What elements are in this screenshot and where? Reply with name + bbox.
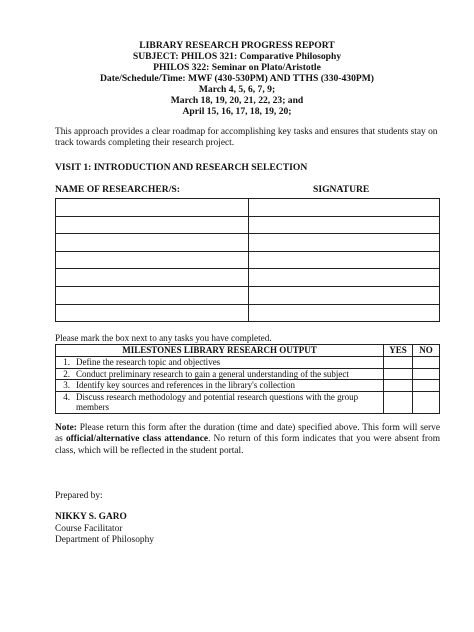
report-title: LIBRARY RESEARCH PROGRESS REPORT [139,40,335,51]
no-header: NO [413,345,440,357]
task-number: 2. [56,368,73,380]
task-text: Identify key sources and references in the library's collection [72,380,384,392]
no-checkbox[interactable] [413,357,440,369]
researcher-name-cell[interactable] [56,199,249,217]
task-number: 4. [56,391,73,413]
visit-heading: VISIT 1: INTRODUCTION AND RESEARCH SELECTION [55,162,308,173]
researcher-name-cell[interactable] [56,286,249,304]
dates-line-1: March 4, 5, 6, 7, 9; [198,84,276,95]
milestones-table [55,344,440,414]
prepared-by-label: Prepared by: [55,491,103,501]
subject-line-1: SUBJECT: PHILOS 321: Comparative Philosophy [132,51,342,62]
table-row [56,391,440,413]
intro-paragraph: This approach provides a clear roadmap for accomplishing key tasks and ensures that students stay on track towards completing their research project. [55,127,438,149]
yes-checkbox[interactable] [384,380,413,392]
schedule-line: Date/Schedule/Time: MWF (430-530PM) AND TTHS (330-430PM) [99,73,374,84]
yes-checkbox[interactable] [384,357,413,369]
department-name: Department of Philosophy [55,535,154,545]
researcher-name-cell[interactable] [56,269,249,287]
milestones-header: MILESTONES LIBRARY RESEARCH OUTPUT [56,345,384,357]
yes-checkbox[interactable] [384,391,413,413]
researcher-row [56,216,440,234]
note-label: Note: [55,423,77,433]
signature-cell[interactable] [249,234,440,252]
subject-line-2: PHILOS 322: Seminar on Plato/Aristotle [153,62,321,73]
signature-cell[interactable] [249,199,440,217]
table-row [56,368,440,380]
signature-label: SIGNATURE [313,184,370,195]
task-text: Conduct preliminary research to gain a general understanding of the subject [72,368,384,380]
yes-header: YES [384,345,413,357]
facilitator-name: NIKKY S. GARO [55,512,127,522]
dates-line-2: March 18, 19, 20, 21, 22, 23; and [170,95,304,106]
researcher-name-cell[interactable] [56,234,249,252]
mark-instruction: Please mark the box next to any tasks you have completed. [55,333,272,343]
researcher-row [56,269,440,287]
task-number: 3. [56,380,73,392]
note-paragraph [55,423,440,457]
signature-cell[interactable] [249,304,440,322]
no-checkbox[interactable] [413,391,440,413]
task-text: Discuss research methodology and potential research questions with the group members [72,391,384,413]
no-checkbox[interactable] [413,380,440,392]
facilitator-role: Course Facilitator [55,523,123,534]
yes-checkbox[interactable] [384,368,413,380]
note-emphasis: official/alternative class attendance [65,434,209,445]
table-row [56,357,440,369]
researcher-name-cell[interactable] [56,216,249,234]
table-row [56,380,440,392]
researcher-row [56,304,440,322]
note-text-2: . No return of this form indicates that you were absent from class, which will be reflected in the student portal. [55,434,441,456]
researcher-row [56,251,440,269]
researcher-row [56,286,440,304]
researcher-name-cell[interactable] [56,304,249,322]
researcher-name-cell[interactable] [56,251,249,269]
dates-line-3: April 15, 16, 17, 18, 19, 20; [182,106,292,117]
note-text-1: Please return this form after the duration (time and date) specified above. This form will serve as [55,423,440,445]
task-number: 1. [56,357,73,369]
signature-cell[interactable] [249,251,440,269]
no-checkbox[interactable] [413,368,440,380]
researcher-table [55,198,440,322]
signature-cell[interactable] [249,269,440,287]
signature-cell[interactable] [249,286,440,304]
researcher-row [56,199,440,217]
milestones-header-row [56,345,440,357]
researcher-row [56,234,440,252]
signature-cell[interactable] [249,216,440,234]
researcher-name-label: NAME OF RESEARCHER/S: [55,184,180,195]
signature-block [55,512,154,547]
task-text: Define the research topic and objectives [72,357,384,369]
